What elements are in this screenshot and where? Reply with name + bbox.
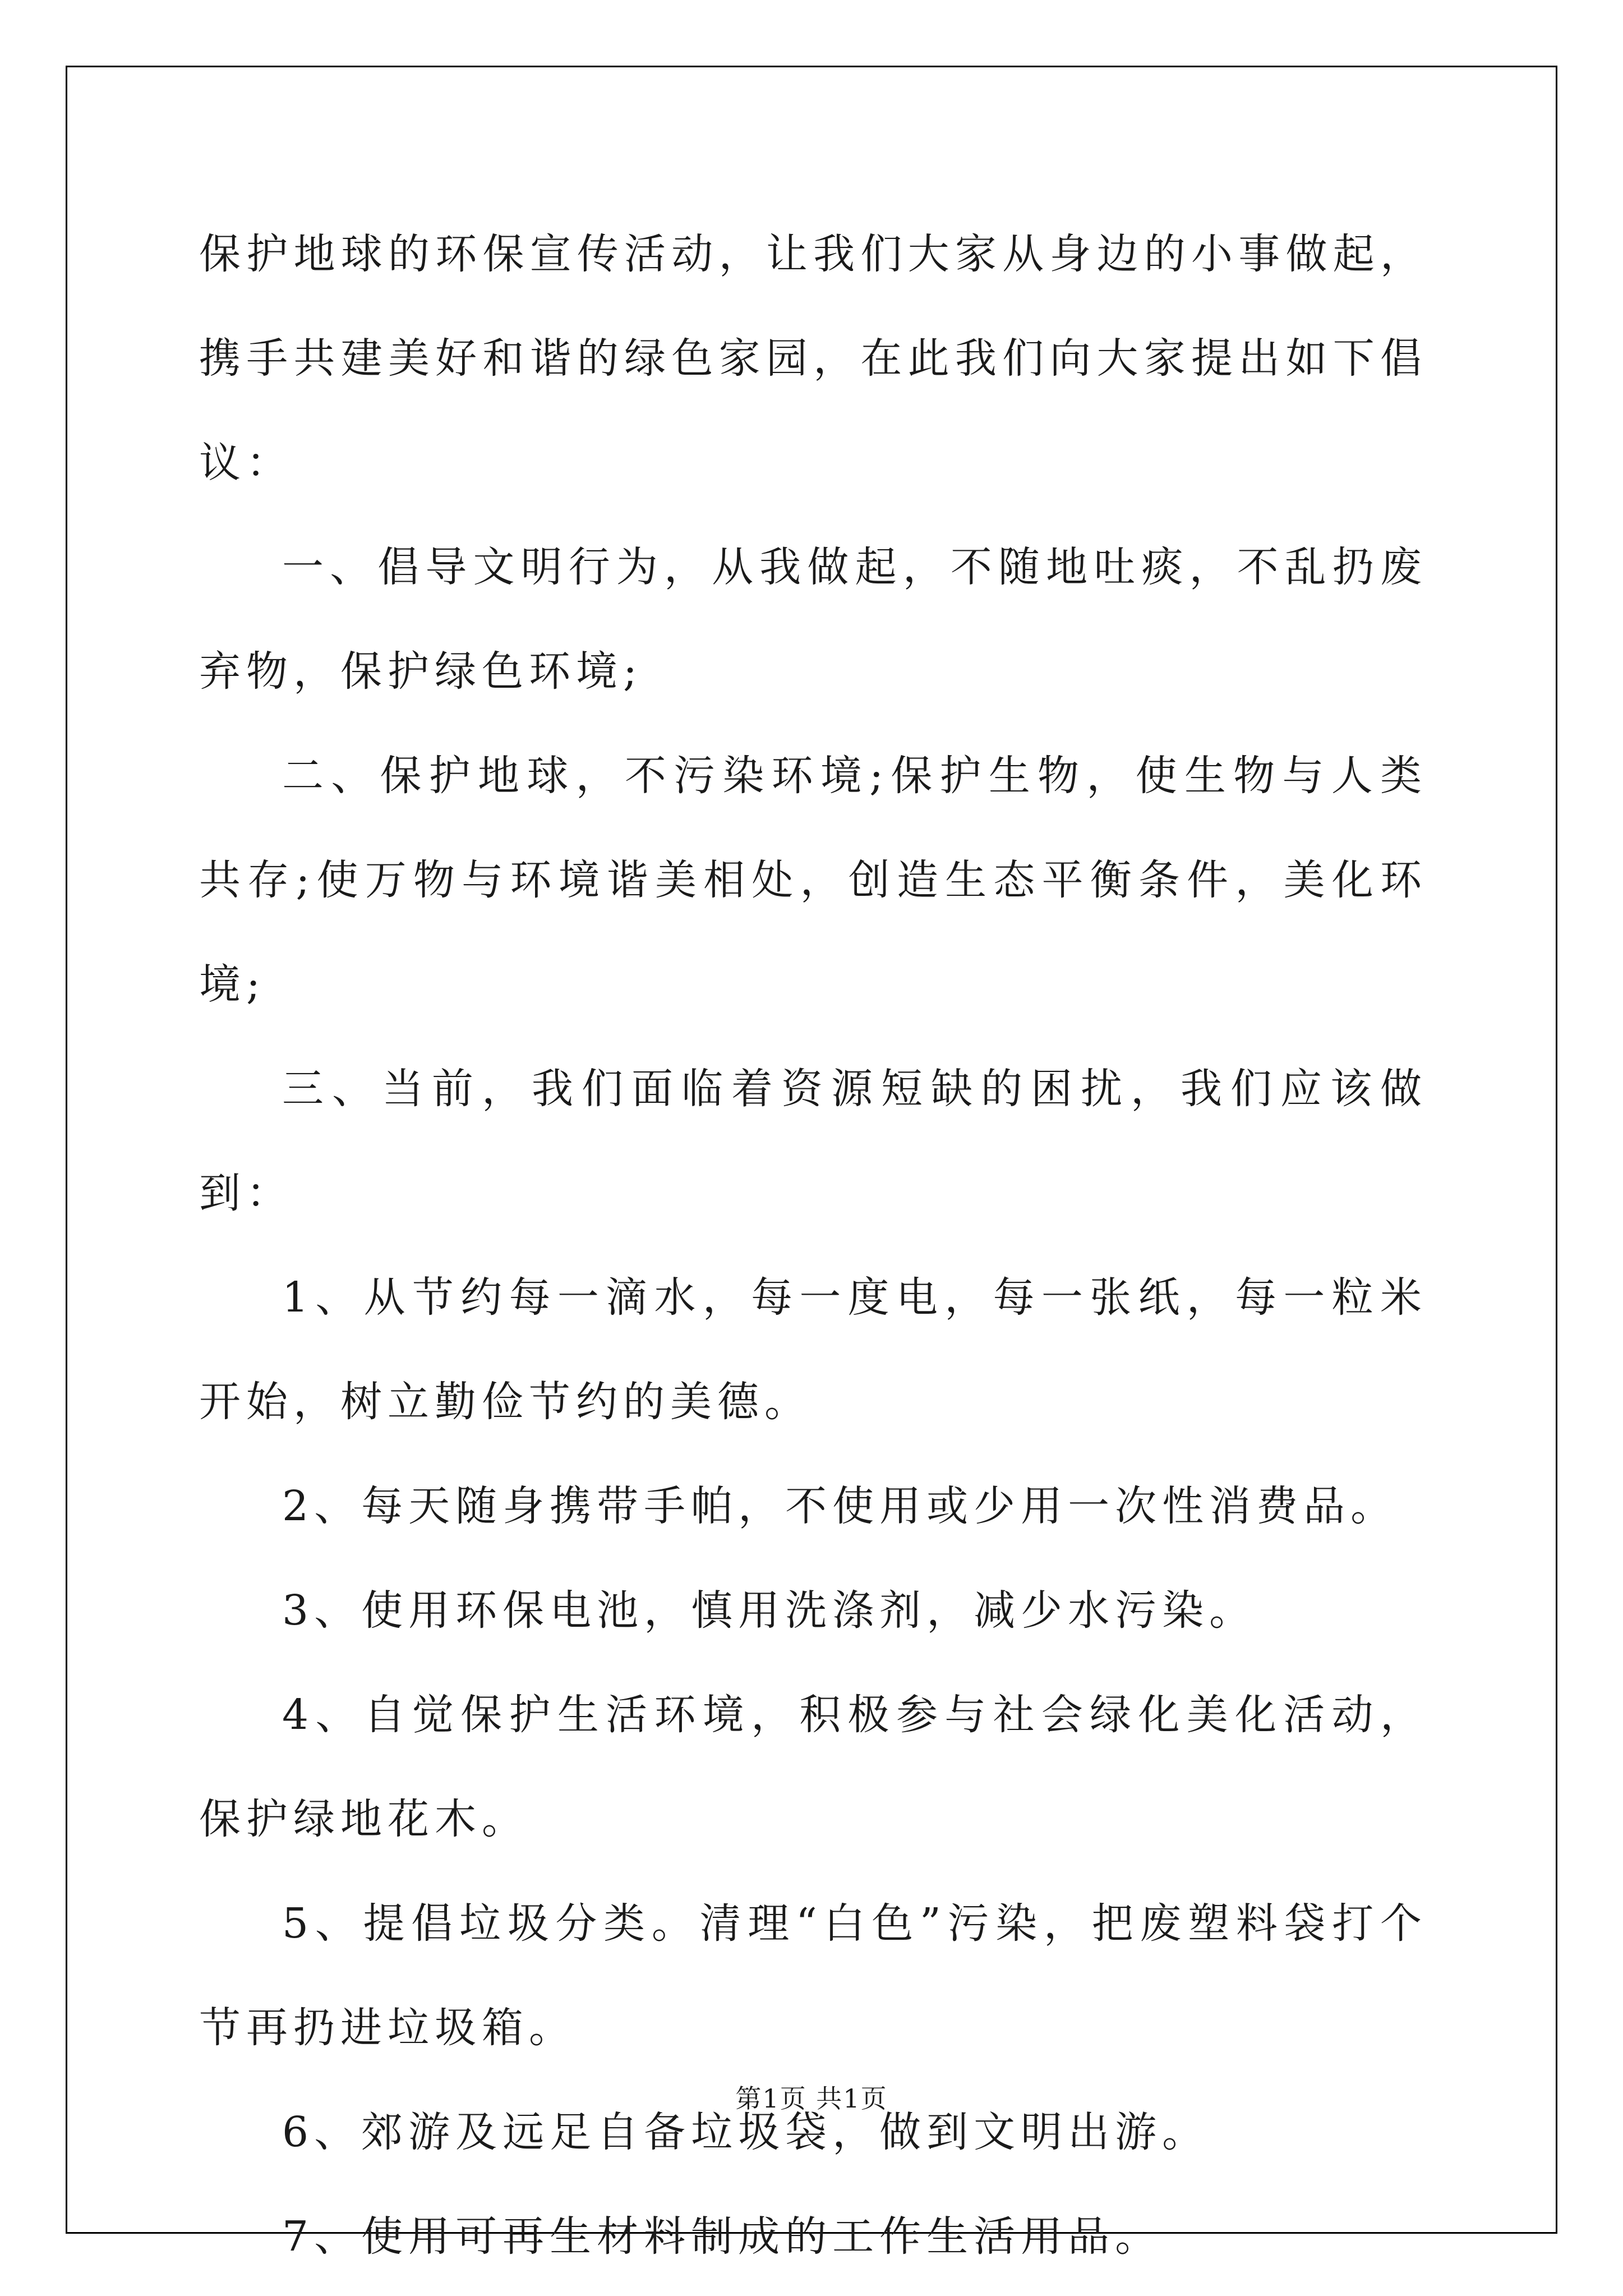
page-number-footer: 第1页 共1页 xyxy=(735,2083,888,2114)
paragraph-sub-6: 6、郊游及远足自备垃圾袋，做到文明出游。 xyxy=(282,2108,1210,2156)
paragraph-intro: 保护地球的环保宣传活动，让我们大家从身边的小事做起，携手共建美好和谐的绿色家园，在此我们向大家提出如下倡议： xyxy=(199,230,1427,487)
paragraph-sub-3: 3、使用环保电池，慎用洗涤剂，减少水污染。 xyxy=(282,1586,1257,1635)
paragraph-sub-2: 2、每天随身携带手帕，不使用或少用一次性消费品。 xyxy=(282,1482,1398,1530)
paragraph-sub-4: 4、自觉保护生活环境，积极参与社会绿化美化活动，保护绿地花木。 xyxy=(199,1691,1427,1843)
document-body xyxy=(199,202,1427,2289)
paragraph-item-2: 二、保护地球，不污染环境;保护生物，使生物与人类共存;使万物与环境谐美相处，创造生态平衡条件，美化环境; xyxy=(199,752,1427,1009)
paragraph-item-3: 三、当前，我们面临着资源短缺的困扰，我们应该做到： xyxy=(199,1065,1427,1217)
paragraph-sub-7: 7、使用可再生材料制成的工作生活用品。 xyxy=(282,2212,1163,2261)
paragraph-item-1: 一、倡导文明行为，从我做起，不随地吐痰，不乱扔废弃物，保护绿色环境; xyxy=(199,543,1427,696)
paragraph-sub-1: 1、从节约每一滴水，每一度电，每一张纸，每一粒米开始，树立勤俭节约的美德。 xyxy=(199,1273,1427,1426)
paragraph-sub-5: 5、提倡垃圾分类。清理“白色”污染，把废塑料袋打个节再扔进垃圾箱。 xyxy=(199,1899,1427,2052)
